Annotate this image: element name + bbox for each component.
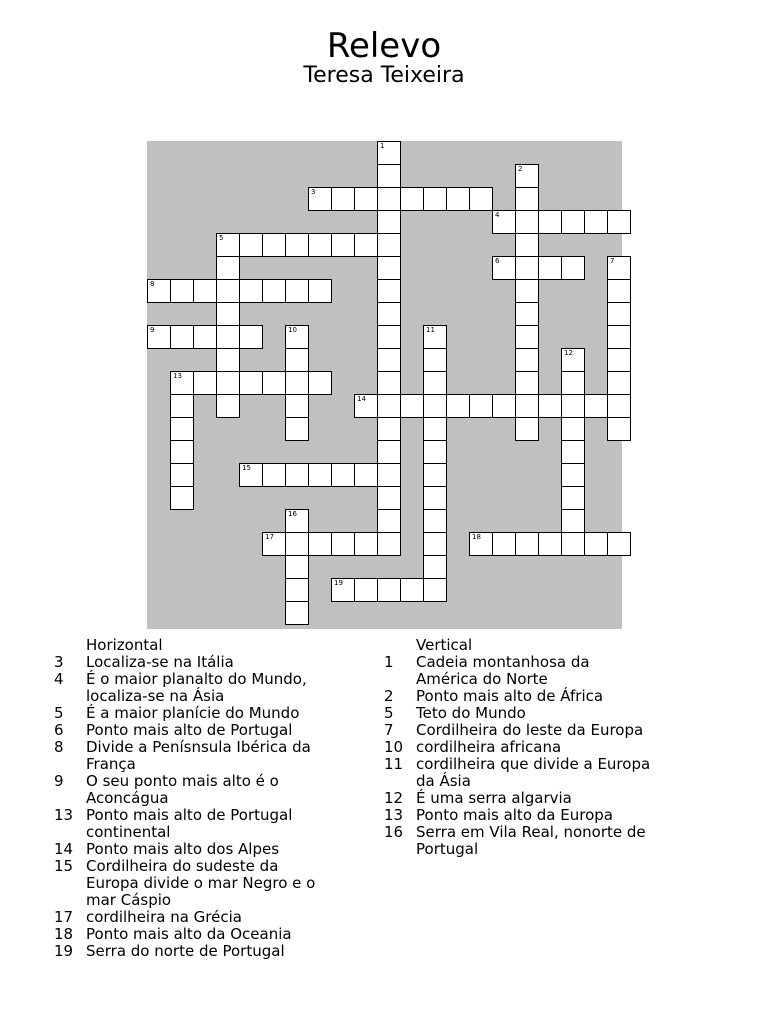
across-clue (52, 739, 322, 773)
down-heading: Vertical (416, 636, 473, 654)
grid-cell[interactable] (377, 210, 401, 234)
grid-cell[interactable] (584, 532, 608, 556)
clue-number: 18 (54, 925, 74, 943)
grid-cell[interactable] (308, 279, 332, 303)
grid-cell[interactable] (285, 233, 309, 257)
grid-cell[interactable] (607, 325, 631, 349)
grid-cell[interactable] (515, 210, 539, 234)
cell-number: 13 (173, 372, 182, 380)
cell-number: 18 (472, 533, 481, 541)
grid-cell[interactable] (469, 394, 493, 418)
clue-text: Cordilheira do leste da Europa (416, 721, 644, 739)
grid-cell[interactable] (446, 187, 470, 211)
grid-cell[interactable] (239, 279, 263, 303)
grid-cell[interactable] (607, 256, 631, 280)
grid-cell[interactable] (170, 371, 194, 395)
grid-cell[interactable] (515, 256, 539, 280)
across-clue (52, 926, 322, 943)
grid-cell[interactable] (239, 463, 263, 487)
clue-number: 16 (384, 823, 404, 841)
clue-text: Ponto mais alto de Portugal continental (86, 806, 293, 841)
grid-cell[interactable] (262, 532, 286, 556)
grid-cell[interactable] (216, 348, 240, 372)
grid-cell[interactable] (561, 256, 585, 280)
grid-cell[interactable] (170, 279, 194, 303)
across-heading: Horizontal (86, 636, 163, 654)
grid-cell[interactable] (607, 394, 631, 418)
grid-cell[interactable] (423, 440, 447, 464)
grid-cell[interactable] (561, 371, 585, 395)
grid-cell[interactable] (423, 578, 447, 602)
clue-number: 2 (384, 687, 394, 705)
grid-cell[interactable] (354, 532, 378, 556)
clue-number: 10 (384, 738, 404, 756)
grid-cell[interactable] (377, 440, 401, 464)
clue-number: 15 (54, 857, 74, 875)
grid-cell[interactable] (377, 187, 401, 211)
down-clue (382, 807, 652, 824)
grid-cell[interactable] (308, 463, 332, 487)
grid-cell[interactable] (147, 279, 171, 303)
grid-cell[interactable] (423, 463, 447, 487)
clue-number: 14 (54, 840, 74, 858)
grid-cell[interactable] (561, 210, 585, 234)
grid-cell[interactable] (607, 371, 631, 395)
clue-text: cordilheira que divide a Europa da Ásia (416, 755, 651, 790)
clue-text: Ponto mais alto de Portugal (86, 721, 293, 739)
grid-cell[interactable] (285, 578, 309, 602)
grid-cell[interactable] (193, 279, 217, 303)
across-clue (52, 705, 322, 722)
grid-cell[interactable] (561, 463, 585, 487)
grid-cell[interactable] (377, 325, 401, 349)
across-clue (52, 858, 322, 909)
clue-text: Ponto mais alto da Europa (416, 806, 613, 824)
grid-cell[interactable] (607, 302, 631, 326)
clue-text: Cordilheira do sudeste da Europa divide o mar Negro e o mar Cáspio (86, 857, 316, 909)
grid-cell[interactable] (515, 302, 539, 326)
clue-number: 11 (384, 755, 404, 773)
grid-cell[interactable] (515, 371, 539, 395)
crossword-grid (147, 141, 622, 629)
grid-cell[interactable] (216, 256, 240, 280)
grid-cell[interactable] (377, 141, 401, 165)
grid-cell[interactable] (285, 279, 309, 303)
grid-cell[interactable] (331, 187, 355, 211)
grid-cell[interactable] (423, 417, 447, 441)
clue-number: 5 (384, 704, 394, 722)
cell-number: 16 (288, 510, 297, 518)
across-clue (52, 671, 322, 705)
grid-cell[interactable] (308, 532, 332, 556)
grid-cell[interactable] (400, 187, 424, 211)
grid-cell[interactable] (377, 164, 401, 188)
grid-cell[interactable] (423, 325, 447, 349)
clue-text: É uma serra algarvia (416, 789, 572, 807)
clue-text: É a maior planície do Mundo (86, 704, 300, 722)
grid-cell[interactable] (354, 187, 378, 211)
grid-cell[interactable] (377, 417, 401, 441)
grid-cell[interactable] (216, 325, 240, 349)
grid-cell[interactable] (561, 348, 585, 372)
grid-cell[interactable] (262, 463, 286, 487)
down-clue (382, 654, 652, 688)
down-clue (382, 705, 652, 722)
grid-cell[interactable] (469, 532, 493, 556)
grid-cell[interactable] (170, 463, 194, 487)
grid-cell[interactable] (561, 486, 585, 510)
grid-cell[interactable] (423, 394, 447, 418)
cell-number: 1 (380, 142, 385, 150)
grid-cell[interactable] (331, 233, 355, 257)
clue-text: cordilheira africana (416, 738, 562, 756)
grid-cell[interactable] (170, 486, 194, 510)
cell-number: 9 (150, 326, 155, 334)
cell-number: 15 (242, 464, 251, 472)
grid-cell[interactable] (331, 532, 355, 556)
grid-cell[interactable] (239, 233, 263, 257)
cell-number: 7 (610, 257, 615, 265)
grid-cell[interactable] (377, 279, 401, 303)
grid-cell[interactable] (170, 325, 194, 349)
across-clue (52, 654, 322, 671)
grid-cell[interactable] (423, 555, 447, 579)
clue-number: 6 (54, 721, 64, 739)
down-clue-list (382, 654, 652, 858)
grid-cell[interactable] (285, 555, 309, 579)
grid-cell[interactable] (285, 417, 309, 441)
grid-cell[interactable] (607, 210, 631, 234)
down-clue (382, 756, 652, 790)
grid-cell[interactable] (354, 463, 378, 487)
grid-cell[interactable] (515, 532, 539, 556)
cell-number: 4 (495, 211, 500, 219)
across-clue (52, 807, 322, 841)
down-clue (382, 688, 652, 705)
grid-cell[interactable] (216, 233, 240, 257)
grid-cell[interactable] (492, 532, 516, 556)
cell-number: 17 (265, 533, 274, 541)
puzzle-author: Teresa Teixeira (303, 63, 465, 88)
grid-cell[interactable] (423, 486, 447, 510)
across-clue (52, 943, 322, 960)
grid-cell[interactable] (285, 371, 309, 395)
grid-cell[interactable] (607, 348, 631, 372)
grid-cell[interactable] (170, 417, 194, 441)
grid-cell[interactable] (285, 348, 309, 372)
grid-cell[interactable] (400, 394, 424, 418)
clue-number: 13 (384, 806, 404, 824)
clue-number: 9 (54, 772, 64, 790)
grid-cell[interactable] (262, 371, 286, 395)
across-clue (52, 773, 322, 807)
grid-cell[interactable] (538, 394, 562, 418)
grid-cell[interactable] (584, 394, 608, 418)
grid-cell[interactable] (239, 371, 263, 395)
grid-cell[interactable] (400, 578, 424, 602)
grid-cell[interactable] (492, 256, 516, 280)
grid-cell[interactable] (216, 371, 240, 395)
clue-text: Ponto mais alto da Oceania (86, 925, 292, 943)
grid-cell[interactable] (492, 210, 516, 234)
grid-cell[interactable] (377, 256, 401, 280)
across-clue (52, 841, 322, 858)
grid-cell[interactable] (561, 509, 585, 533)
grid-cell[interactable] (285, 463, 309, 487)
grid-cell[interactable] (170, 394, 194, 418)
cell-number: 5 (219, 234, 224, 242)
grid-cell[interactable] (377, 233, 401, 257)
grid-cell[interactable] (285, 325, 309, 349)
clue-number: 19 (54, 942, 74, 960)
grid-cell[interactable] (561, 394, 585, 418)
clue-text: cordilheira na Grécia (86, 908, 242, 926)
grid-cell[interactable] (423, 348, 447, 372)
cell-number: 11 (426, 326, 435, 334)
grid-cell[interactable] (561, 440, 585, 464)
clue-text: Ponto mais alto de África (416, 687, 604, 705)
grid-cell[interactable] (354, 394, 378, 418)
grid-cell[interactable] (584, 210, 608, 234)
grid-cell[interactable] (538, 210, 562, 234)
grid-cell[interactable] (377, 348, 401, 372)
grid-cell[interactable] (147, 325, 171, 349)
grid-cell[interactable] (561, 532, 585, 556)
grid-cell[interactable] (377, 371, 401, 395)
grid-cell[interactable] (492, 394, 516, 418)
grid-cell[interactable] (216, 394, 240, 418)
grid-cell[interactable] (423, 532, 447, 556)
grid-cell[interactable] (515, 233, 539, 257)
grid-cell[interactable] (515, 164, 539, 188)
grid-cell[interactable] (377, 486, 401, 510)
grid-cell[interactable] (377, 302, 401, 326)
clue-text: Localiza-se na Itália (86, 653, 234, 671)
grid-cell[interactable] (607, 417, 631, 441)
cell-number: 3 (311, 188, 316, 196)
grid-cell[interactable] (423, 187, 447, 211)
grid-cell[interactable] (538, 256, 562, 280)
grid-cell[interactable] (377, 532, 401, 556)
cell-number: 19 (334, 579, 343, 587)
grid-cell[interactable] (515, 325, 539, 349)
grid-cell[interactable] (469, 187, 493, 211)
clue-text: Divide a Penísnsula Ibérica da França (86, 738, 311, 773)
grid-cell[interactable] (285, 509, 309, 533)
cell-number: 10 (288, 326, 297, 334)
clue-text: Ponto mais alto dos Alpes (86, 840, 280, 858)
clue-text: Teto do Mundo (416, 704, 526, 722)
clue-number: 8 (54, 738, 64, 756)
clue-text: Serra do norte de Portugal (86, 942, 285, 960)
grid-cell[interactable] (331, 463, 355, 487)
grid-cell[interactable] (423, 509, 447, 533)
grid-cell[interactable] (354, 578, 378, 602)
cell-number: 12 (564, 349, 573, 357)
down-clue (382, 722, 652, 739)
grid-cell[interactable] (515, 187, 539, 211)
grid-cell[interactable] (262, 279, 286, 303)
clue-number: 13 (54, 806, 74, 824)
across-clue (52, 909, 322, 926)
grid-cell[interactable] (423, 371, 447, 395)
grid-cell[interactable] (354, 233, 378, 257)
clue-number: 1 (384, 653, 394, 671)
grid-cell[interactable] (193, 325, 217, 349)
grid-cell[interactable] (239, 325, 263, 349)
cell-number: 14 (357, 395, 366, 403)
clue-number: 3 (54, 653, 64, 671)
across-clue (52, 722, 322, 739)
clue-text: O seu ponto mais alto é o Aconcágua (86, 772, 279, 807)
grid-cell[interactable] (193, 371, 217, 395)
cell-number: 2 (518, 165, 523, 173)
clue-number: 7 (384, 721, 394, 739)
across-clue-list (52, 654, 322, 960)
grid-cell[interactable] (515, 279, 539, 303)
cell-number: 8 (150, 280, 155, 288)
grid-cell[interactable] (285, 394, 309, 418)
clue-number: 5 (54, 704, 64, 722)
grid-cell[interactable] (170, 440, 194, 464)
clue-number: 4 (54, 670, 64, 688)
clue-text: Cadeia montanhosa da América do Norte (416, 653, 590, 688)
grid-cell[interactable] (308, 187, 332, 211)
puzzle-title: Relevo (326, 26, 442, 66)
grid-cell[interactable] (285, 532, 309, 556)
down-clues (382, 637, 652, 858)
down-clue (382, 739, 652, 756)
clue-number: 12 (384, 789, 404, 807)
clue-text: É o maior planalto do Mundo, localiza-se na Ásia (86, 670, 307, 705)
across-clues (52, 637, 322, 960)
down-clue (382, 824, 652, 858)
grid-cell[interactable] (607, 532, 631, 556)
grid-cell[interactable] (262, 233, 286, 257)
grid-cell[interactable] (216, 302, 240, 326)
down-clue (382, 790, 652, 807)
grid-cell[interactable] (377, 463, 401, 487)
grid-cell[interactable] (308, 371, 332, 395)
grid-cell[interactable] (515, 348, 539, 372)
grid-cell[interactable] (216, 279, 240, 303)
grid-cell[interactable] (561, 417, 585, 441)
grid-cell[interactable] (377, 394, 401, 418)
grid-cell[interactable] (538, 532, 562, 556)
grid-cell[interactable] (377, 509, 401, 533)
clue-number: 17 (54, 908, 74, 926)
grid-cell[interactable] (607, 279, 631, 303)
cell-number: 6 (495, 257, 500, 265)
grid-cell[interactable] (446, 394, 470, 418)
grid-cell[interactable] (331, 578, 355, 602)
grid-cell[interactable] (515, 394, 539, 418)
clue-text: Serra em Vila Real, nonorte de Portugal (416, 823, 646, 858)
grid-cell[interactable] (308, 233, 332, 257)
grid-cell[interactable] (377, 578, 401, 602)
grid-cell[interactable] (285, 601, 309, 625)
grid-cell[interactable] (515, 417, 539, 441)
